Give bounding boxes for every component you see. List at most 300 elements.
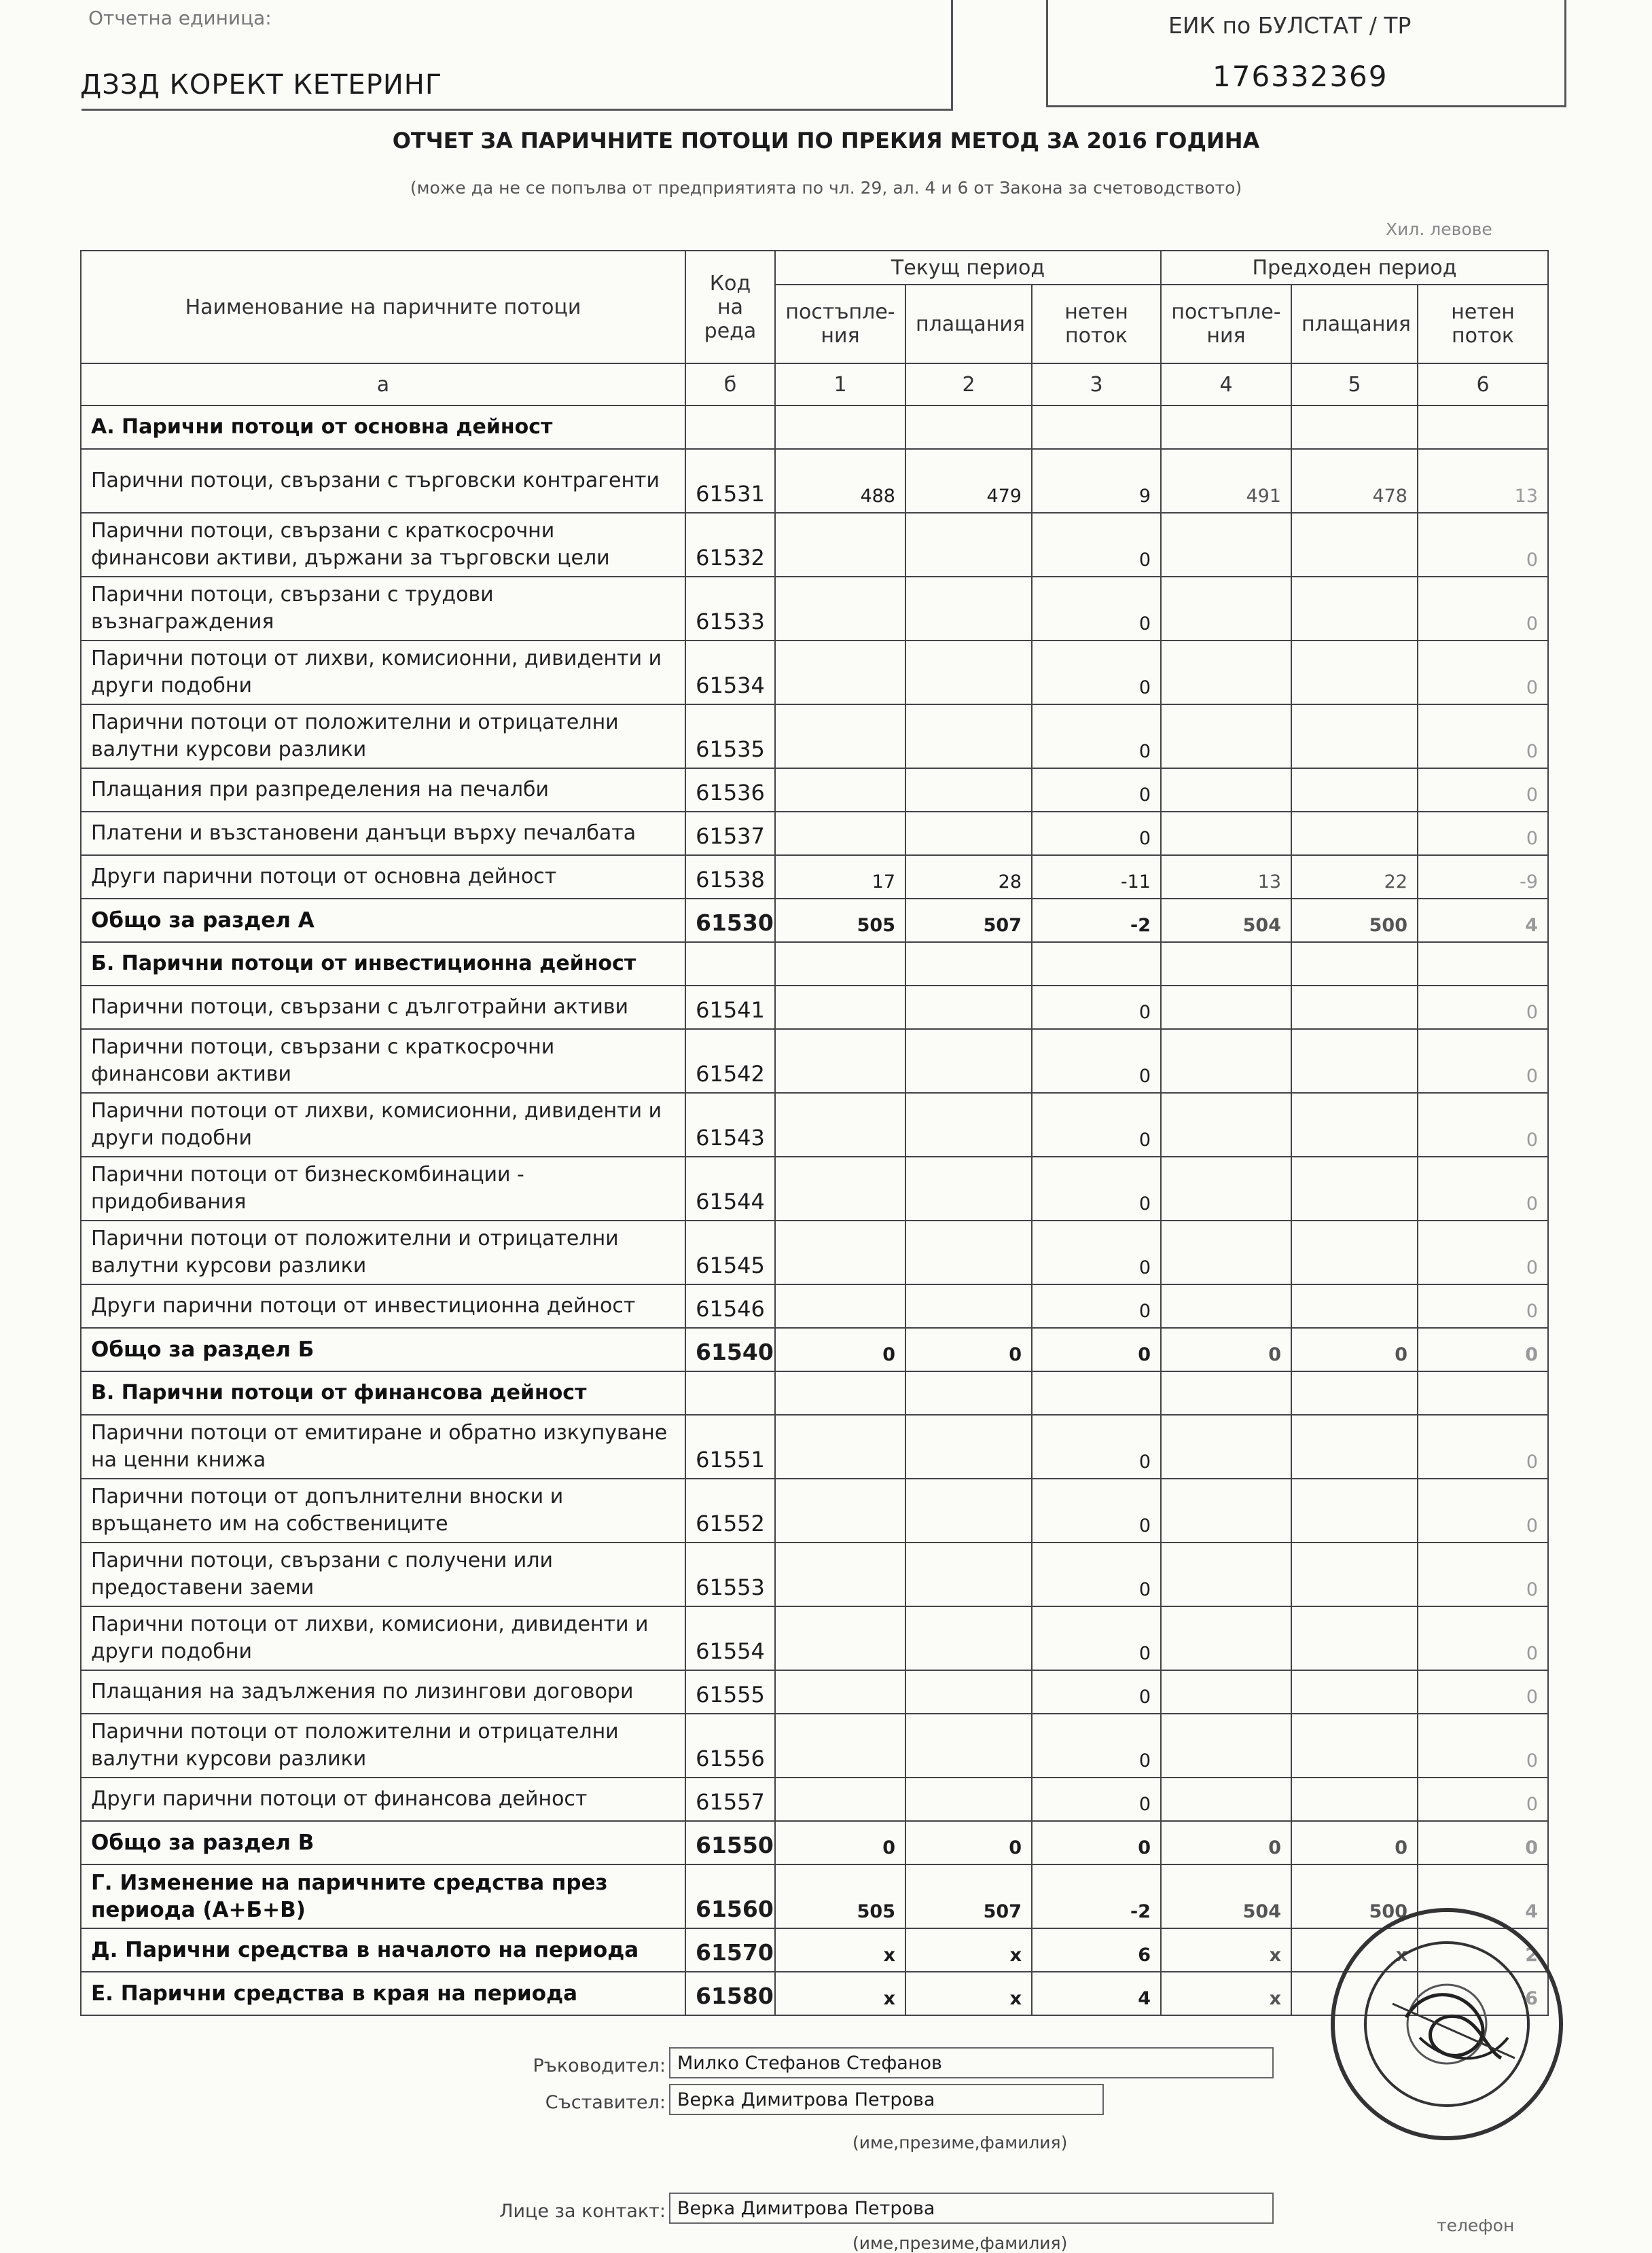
table-row <box>81 1415 1548 1479</box>
row-name: Е. Парични средства в края на периода <box>81 1972 685 2015</box>
cell-inflows-prev: 504 <box>1161 1864 1291 1928</box>
cell-inflows-prev <box>1161 1543 1291 1606</box>
cell-inflows: x <box>775 1972 905 2015</box>
cell-net-prev: 2 <box>1418 1928 1548 1972</box>
contact-field[interactable]: Верка Димитрова Петрова <box>669 2193 1274 2224</box>
row-code <box>685 1371 775 1415</box>
cell-inflows: 505 <box>775 899 905 942</box>
cell-payments <box>905 1543 1032 1606</box>
table-row <box>81 855 1548 899</box>
table-row <box>81 641 1548 704</box>
row-name: Парични потоци от лихви, комисиони, дивиденти и други подобни <box>81 1606 685 1670</box>
cash-flow-rows <box>81 405 1548 2015</box>
cell-inflows-prev <box>1161 1284 1291 1328</box>
cell-net: -2 <box>1032 1864 1161 1928</box>
cell-inflows <box>775 1029 905 1093</box>
preparer-label: Съставител: <box>545 2092 666 2113</box>
cell-inflows: 488 <box>775 449 905 513</box>
row-name: Парични потоци от положителни и отрицателни валутни курсови разлики <box>81 1221 685 1284</box>
cell-net: -2 <box>1032 899 1161 942</box>
cell-net-prev <box>1418 405 1548 449</box>
cell-payments-prev <box>1291 1093 1418 1157</box>
col-header-payments: плащания <box>905 285 1032 363</box>
row-code: 61550 <box>685 1821 775 1864</box>
cell-net-prev: 0 <box>1418 1821 1548 1864</box>
cell-payments: 507 <box>905 899 1032 942</box>
total-row <box>81 899 1548 942</box>
cell-payments-prev: 0 <box>1291 1328 1418 1371</box>
cell-net: 0 <box>1032 768 1161 812</box>
cell-payments-prev: 478 <box>1291 449 1418 513</box>
cell-inflows-prev: x <box>1161 1972 1291 2015</box>
cell-payments: 0 <box>905 1328 1032 1371</box>
cell-inflows <box>775 1415 905 1479</box>
table-row <box>81 1221 1548 1284</box>
cell-net: 0 <box>1032 1221 1161 1284</box>
table-row <box>81 1029 1548 1093</box>
cell-inflows <box>775 942 905 986</box>
section-row <box>81 942 1548 986</box>
cell-payments <box>905 1284 1032 1328</box>
cell-inflows <box>775 1157 905 1221</box>
eik-value: 176332369 <box>1213 60 1388 93</box>
table-row <box>81 1284 1548 1328</box>
row-name: А. Парични потоци от основна дейност <box>81 405 685 449</box>
cash-flow-table <box>80 250 1549 2016</box>
row-code: 61531 <box>685 449 775 513</box>
cell-inflows <box>775 1606 905 1670</box>
cell-net-prev: 0 <box>1418 577 1548 641</box>
cell-payments-prev <box>1291 704 1418 768</box>
cell-inflows-prev <box>1161 768 1291 812</box>
cell-inflows <box>775 1221 905 1284</box>
cell-inflows <box>775 1778 905 1821</box>
cell-net-prev: 0 <box>1418 1284 1548 1328</box>
cell-payments-prev <box>1291 942 1418 986</box>
cell-payments <box>905 577 1032 641</box>
contact-label: Лице за контакт: <box>499 2201 666 2222</box>
row-name: Парични потоци от бизнескомбинации - придобивания <box>81 1157 685 1221</box>
cell-inflows-prev: x <box>1161 1928 1291 1972</box>
unit-label: Отчетна единица: <box>88 7 272 29</box>
cell-net: 0 <box>1032 513 1161 577</box>
row-name: Д. Парични средства в началото на периода <box>81 1928 685 1972</box>
cell-payments-prev <box>1291 1221 1418 1284</box>
cell-payments-prev <box>1291 812 1418 855</box>
row-name: Други парични потоци от основна дейност <box>81 855 685 899</box>
table-row <box>81 513 1548 577</box>
preparer-field[interactable]: Верка Димитрова Петрова <box>669 2084 1104 2115</box>
cell-inflows-prev <box>1161 1415 1291 1479</box>
col-header-current: Текущ период <box>775 251 1161 285</box>
cell-net: 0 <box>1032 641 1161 704</box>
cell-payments-prev <box>1291 1029 1418 1093</box>
col-index-a: а <box>81 363 685 405</box>
cell-net-prev: 0 <box>1418 1221 1548 1284</box>
row-name: В. Парични потоци от финансова дейност <box>81 1371 685 1415</box>
col-index-4: 4 <box>1161 363 1291 405</box>
row-code: 61570 <box>685 1928 775 1972</box>
cell-inflows-prev <box>1161 1778 1291 1821</box>
cell-net-prev: 0 <box>1418 768 1548 812</box>
cell-net-prev: 0 <box>1418 1714 1548 1778</box>
cell-payments-prev <box>1291 1284 1418 1328</box>
cell-payments <box>905 812 1032 855</box>
row-name: Общо за раздел Б <box>81 1328 685 1371</box>
cell-inflows-prev <box>1161 405 1291 449</box>
row-name: Плащания на задължения по лизингови договори <box>81 1670 685 1714</box>
cell-inflows <box>775 1670 905 1714</box>
cell-net: 0 <box>1032 1543 1161 1606</box>
cell-inflows-prev <box>1161 1714 1291 1778</box>
cell-inflows <box>775 768 905 812</box>
cell-payments <box>905 1479 1032 1543</box>
cell-inflows-prev <box>1161 1157 1291 1221</box>
table-row <box>81 1778 1548 1821</box>
cell-payments-prev <box>1291 405 1418 449</box>
row-name: Парични потоци от емитиране и обратно изкупуване на ценни книжа <box>81 1415 685 1479</box>
col-header-net-prev: нетен поток <box>1418 285 1548 363</box>
cell-net-prev: 0 <box>1418 986 1548 1029</box>
cell-payments <box>905 942 1032 986</box>
cell-inflows: 0 <box>775 1821 905 1864</box>
cell-inflows-prev <box>1161 1479 1291 1543</box>
row-name: Общо за раздел В <box>81 1821 685 1864</box>
cell-net-prev: 4 <box>1418 1864 1548 1928</box>
cell-inflows <box>775 1093 905 1157</box>
row-code: 61538 <box>685 855 775 899</box>
units-label: Хил. левове <box>1386 219 1492 239</box>
row-code: 61530 <box>685 899 775 942</box>
table-row <box>81 768 1548 812</box>
cell-inflows <box>775 1479 905 1543</box>
row-name: Парични потоци от лихви, комисионни, дивиденти и други подобни <box>81 641 685 704</box>
cell-inflows <box>775 704 905 768</box>
cell-net: 0 <box>1032 577 1161 641</box>
cell-payments-prev <box>1291 1714 1418 1778</box>
manager-label: Ръководител: <box>533 2055 666 2076</box>
col-header-name: Наименование на паричните потоци <box>81 251 685 363</box>
row-code: 61551 <box>685 1415 775 1479</box>
table-row <box>81 704 1548 768</box>
cell-payments-prev <box>1291 577 1418 641</box>
cell-inflows <box>775 812 905 855</box>
cell-net-prev: 0 <box>1418 1415 1548 1479</box>
row-code: 61554 <box>685 1606 775 1670</box>
row-name: Общо за раздел А <box>81 899 685 942</box>
row-name: Г. Изменение на паричните средства през периода (А+Б+В) <box>81 1864 685 1928</box>
cell-payments: 0 <box>905 1821 1032 1864</box>
company-stamp-icon <box>1325 1902 1569 2146</box>
cell-payments-prev <box>1291 641 1418 704</box>
cell-inflows-prev <box>1161 812 1291 855</box>
table-row <box>81 449 1548 513</box>
company-name: ДЗЗД КОРЕКТ КЕТЕРИНГ <box>80 69 443 101</box>
row-name: Парични потоци, свързани с краткосрочни финансови активи <box>81 1029 685 1093</box>
total-row <box>81 1328 1548 1371</box>
cell-net: 0 <box>1032 1670 1161 1714</box>
col-index-5: 5 <box>1291 363 1418 405</box>
row-code: 61556 <box>685 1714 775 1778</box>
row-code: 61544 <box>685 1157 775 1221</box>
cell-inflows-prev: 491 <box>1161 449 1291 513</box>
cell-payments: 479 <box>905 449 1032 513</box>
row-code: 61543 <box>685 1093 775 1157</box>
col-header-net: нетен поток <box>1032 285 1161 363</box>
manager-field[interactable]: Милко Стефанов Стефанов <box>669 2047 1274 2078</box>
col-index-1: 1 <box>775 363 905 405</box>
cell-net-prev <box>1418 1371 1548 1415</box>
row-code: 61557 <box>685 1778 775 1821</box>
cell-net-prev: 6 <box>1418 1972 1548 2015</box>
col-index-3: 3 <box>1032 363 1161 405</box>
cell-net: -11 <box>1032 855 1161 899</box>
cell-payments-prev <box>1291 1606 1418 1670</box>
cell-inflows-prev: 504 <box>1161 899 1291 942</box>
col-header-inflows: постъпле- ния <box>775 285 905 363</box>
cell-payments <box>905 768 1032 812</box>
cell-payments <box>905 1221 1032 1284</box>
table-row <box>81 986 1548 1029</box>
row-name: Парични потоци, свързани с получени или предоставени заеми <box>81 1543 685 1606</box>
row-code: 61537 <box>685 812 775 855</box>
cell-net <box>1032 942 1161 986</box>
eik-label: ЕИК по БУЛСТАТ / ТР <box>1168 12 1412 39</box>
row-name: Парични потоци, свързани с дълготрайни активи <box>81 986 685 1029</box>
cell-payments <box>905 1415 1032 1479</box>
row-name: Платени и възстановени данъци върху печалбата <box>81 812 685 855</box>
row-code: 61545 <box>685 1221 775 1284</box>
row-name: Б. Парични потоци от инвестиционна дейност <box>81 942 685 986</box>
cell-net: 4 <box>1032 1972 1161 2015</box>
table-row <box>81 1157 1548 1221</box>
cell-inflows: 505 <box>775 1864 905 1928</box>
table-row <box>81 577 1548 641</box>
cell-payments <box>905 641 1032 704</box>
cell-payments <box>905 1670 1032 1714</box>
cell-net: 0 <box>1032 986 1161 1029</box>
cell-inflows-prev <box>1161 1093 1291 1157</box>
phone-label: телефон <box>1437 2216 1515 2235</box>
cell-inflows <box>775 1543 905 1606</box>
cell-payments-prev <box>1291 1543 1418 1606</box>
cell-payments: x <box>905 1928 1032 1972</box>
cell-payments-prev <box>1291 1670 1418 1714</box>
cell-inflows <box>775 405 905 449</box>
cell-net-prev: 0 <box>1418 641 1548 704</box>
cell-inflows-prev: 0 <box>1161 1328 1291 1371</box>
col-header-code: Код на реда <box>685 251 775 363</box>
row-name: Парични потоци от допълнителни вноски и връщането им на собствениците <box>81 1479 685 1543</box>
table-row <box>81 1543 1548 1606</box>
preparer-name-hint: (име,презиме,фамилия) <box>852 2133 1068 2152</box>
cell-payments <box>905 704 1032 768</box>
section-row <box>81 405 1548 449</box>
row-code: 61542 <box>685 1029 775 1093</box>
row-code: 61532 <box>685 513 775 577</box>
col-header-previous: Предходен период <box>1161 251 1548 285</box>
row-code: 61534 <box>685 641 775 704</box>
cell-inflows <box>775 1371 905 1415</box>
table-row <box>81 1670 1548 1714</box>
cell-payments-prev <box>1291 986 1418 1029</box>
cell-payments <box>905 513 1032 577</box>
cell-inflows-prev: 13 <box>1161 855 1291 899</box>
cell-inflows <box>775 513 905 577</box>
cell-net-prev: 13 <box>1418 449 1548 513</box>
cell-inflows: x <box>775 1928 905 1972</box>
cell-net-prev: 0 <box>1418 1479 1548 1543</box>
row-code: 61536 <box>685 768 775 812</box>
report-subtitle: (може да не се попълва от предприятията по чл. 29, ал. 4 и 6 от Закона за счетоводството) <box>410 178 1242 198</box>
cell-net-prev: 0 <box>1418 812 1548 855</box>
row-name: Парични потоци от положителни и отрицателни валутни курсови разлики <box>81 1714 685 1778</box>
cell-net: 0 <box>1032 1714 1161 1778</box>
cell-inflows-prev <box>1161 1371 1291 1415</box>
cell-payments <box>905 1371 1032 1415</box>
row-code: 61553 <box>685 1543 775 1606</box>
cell-net-prev: 4 <box>1418 899 1548 942</box>
contact-name-hint: (име,презиме,фамилия) <box>852 2233 1068 2253</box>
cell-inflows: 0 <box>775 1328 905 1371</box>
cell-net: 6 <box>1032 1928 1161 1972</box>
cell-payments: x <box>905 1972 1032 2015</box>
cell-net: 0 <box>1032 1029 1161 1093</box>
cell-net: 0 <box>1032 1821 1161 1864</box>
cell-net-prev: 0 <box>1418 1543 1548 1606</box>
row-code <box>685 405 775 449</box>
cell-net-prev: -9 <box>1418 855 1548 899</box>
table-row <box>81 1714 1548 1778</box>
table-row <box>81 1606 1548 1670</box>
cell-payments <box>905 1029 1032 1093</box>
cell-inflows-prev <box>1161 1670 1291 1714</box>
cell-net-prev: 0 <box>1418 1029 1548 1093</box>
row-code: 61533 <box>685 577 775 641</box>
row-name: Парични потоци, свързани с трудови възнаграждения <box>81 577 685 641</box>
cell-payments-prev <box>1291 513 1418 577</box>
cell-net-prev: 0 <box>1418 1670 1548 1714</box>
cell-payments-prev <box>1291 1778 1418 1821</box>
cell-payments: 507 <box>905 1864 1032 1928</box>
cell-net: 0 <box>1032 1606 1161 1670</box>
cell-inflows <box>775 641 905 704</box>
cell-inflows <box>775 1284 905 1328</box>
row-code: 61541 <box>685 986 775 1029</box>
row-code: 61560 <box>685 1864 775 1928</box>
cell-payments <box>905 1778 1032 1821</box>
cell-net <box>1032 405 1161 449</box>
row-name: Парични потоци, свързани с търговски контрагенти <box>81 449 685 513</box>
col-header-payments-prev: плащания <box>1291 285 1418 363</box>
cell-net <box>1032 1371 1161 1415</box>
cell-payments-prev: x <box>1291 1928 1418 1972</box>
cell-inflows: 17 <box>775 855 905 899</box>
row-code <box>685 942 775 986</box>
cell-payments-prev: 500 <box>1291 1864 1418 1928</box>
cell-payments-prev <box>1291 1157 1418 1221</box>
cell-net: 9 <box>1032 449 1161 513</box>
cell-payments <box>905 1606 1032 1670</box>
cell-payments <box>905 1714 1032 1778</box>
row-code: 61555 <box>685 1670 775 1714</box>
row-name: Парични потоци от положителни и отрицателни валутни курсови разлики <box>81 704 685 768</box>
cell-inflows-prev <box>1161 942 1291 986</box>
cell-inflows-prev <box>1161 1606 1291 1670</box>
row-code: 61552 <box>685 1479 775 1543</box>
row-name: Парични потоци от лихви, комисионни, дивиденти и други подобни <box>81 1093 685 1157</box>
row-code: 61580 <box>685 1972 775 2015</box>
cell-net: 0 <box>1032 1778 1161 1821</box>
cell-net: 0 <box>1032 1415 1161 1479</box>
cell-payments-prev <box>1291 1479 1418 1543</box>
row-code: 61546 <box>685 1284 775 1328</box>
cell-net: 0 <box>1032 1093 1161 1157</box>
cell-inflows <box>775 577 905 641</box>
table-row <box>81 812 1548 855</box>
row-name: Парични потоци, свързани с краткосрочни финансови активи, държани за търговски цели <box>81 513 685 577</box>
cell-payments <box>905 1157 1032 1221</box>
row-name: Други парични потоци от финансова дейност <box>81 1778 685 1821</box>
cell-inflows <box>775 986 905 1029</box>
cell-net-prev: 0 <box>1418 1778 1548 1821</box>
cell-payments-prev: 500 <box>1291 899 1418 942</box>
cell-inflows-prev <box>1161 513 1291 577</box>
cell-net-prev: 0 <box>1418 1157 1548 1221</box>
cell-payments <box>905 405 1032 449</box>
cell-net: 0 <box>1032 1479 1161 1543</box>
cell-payments <box>905 986 1032 1029</box>
col-index-6: 6 <box>1418 363 1548 405</box>
cell-inflows-prev <box>1161 704 1291 768</box>
cell-net-prev <box>1418 942 1548 986</box>
row-name: Плащания при разпределения на печалби <box>81 768 685 812</box>
col-header-inflows-prev: постъпле- ния <box>1161 285 1291 363</box>
cell-net-prev: 0 <box>1418 1093 1548 1157</box>
cell-inflows-prev <box>1161 577 1291 641</box>
cell-payments <box>905 1093 1032 1157</box>
cell-net: 0 <box>1032 704 1161 768</box>
row-name: Други парични потоци от инвестиционна дейност <box>81 1284 685 1328</box>
cell-payments-prev: 0 <box>1291 1821 1418 1864</box>
cell-payments-prev <box>1291 1415 1418 1479</box>
total-row <box>81 1821 1548 1864</box>
col-index-b: б <box>685 363 775 405</box>
row-code: 61535 <box>685 704 775 768</box>
cell-inflows-prev: 0 <box>1161 1821 1291 1864</box>
cell-net: 0 <box>1032 812 1161 855</box>
report-title: ОТЧЕТ ЗА ПАРИЧНИТЕ ПОТОЦИ ПО ПРЕКИЯ МЕТОД ЗА 2016 ГОДИНА <box>392 128 1260 154</box>
cell-inflows <box>775 1714 905 1778</box>
cell-payments-prev <box>1291 768 1418 812</box>
row-code: 61540 <box>685 1328 775 1371</box>
cell-inflows-prev <box>1161 986 1291 1029</box>
cell-net-prev: 0 <box>1418 704 1548 768</box>
cell-net-prev: 0 <box>1418 1328 1548 1371</box>
cell-net: 0 <box>1032 1284 1161 1328</box>
table-row <box>81 1093 1548 1157</box>
section-row <box>81 1371 1548 1415</box>
cell-payments: 28 <box>905 855 1032 899</box>
table-row <box>81 1479 1548 1543</box>
cell-net-prev: 0 <box>1418 1606 1548 1670</box>
cell-inflows-prev <box>1161 641 1291 704</box>
cell-net-prev: 0 <box>1418 513 1548 577</box>
cell-net: 0 <box>1032 1157 1161 1221</box>
col-index-2: 2 <box>905 363 1032 405</box>
cell-payments-prev <box>1291 1371 1418 1415</box>
cell-inflows-prev <box>1161 1029 1291 1093</box>
